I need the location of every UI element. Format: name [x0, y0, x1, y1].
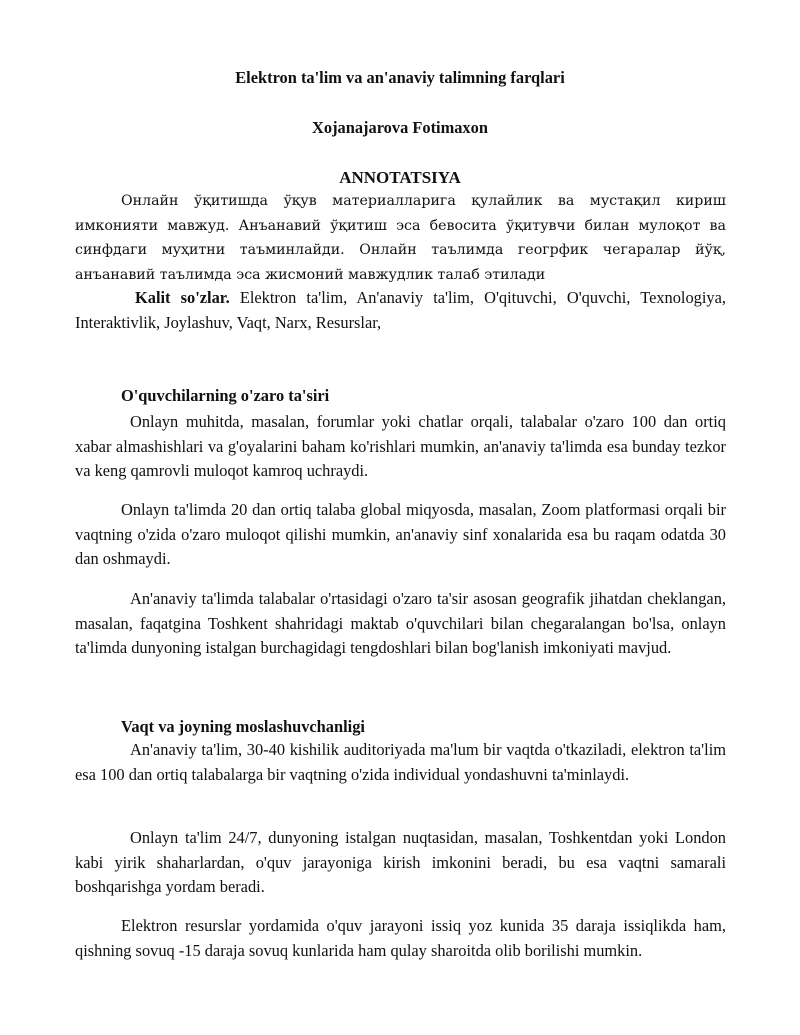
keywords-label: Kalit so'zlar.: [135, 288, 230, 307]
paragraph: Elektron resurslar yordamida o'quv jarayoni issiq yoz kunida 35 daraja issiqlikda ham, qishning sovuq -15 daraja sovuq kunlarida ham qulay sharoitda olib borilishi mumkin.: [75, 916, 726, 960]
annotation-heading: ANNOTATSIYA: [339, 168, 461, 187]
paragraph: Onlayn muhitda, masalan, forumlar yoki chatlar orqali, talabalar o'zaro 100 dan ortiq xabar almashishlari va g'oyalarini baham ko'rishlari mumkin, an'anaviy ta'limda esa bunday tezkor va keng qamrovli muloqot kamroq uchraydi.: [75, 412, 726, 480]
keywords: [75, 286, 726, 335]
keywords-text: Elektron ta'lim, An'anaviy ta'lim, O'qituvchi, O'quvchi, Texnologiya, Interaktivlik, Joylashuv, Vaqt, Narx, Resurslar,: [75, 288, 726, 332]
paragraph: Onlayn ta'limda 20 dan ortiq talaba global miqyosda, masalan, Zoom platformasi orqali bir vaqtning o'zida o'zaro muloqot qilishi mumkin, an'anaviy sinf xonalarida esa bu raqam odatda 30 dan oshmaydi.: [75, 500, 726, 568]
annotation-text: Онлайн ўқитишда ўқув материалларига қулайлик ва мустақил кириш имконияти мавжуд. Анъанавий ўқитиш эса бевосита ўқитувчи билан мулоқот ва синфдаги муҳитни таъминлайди. Онлайн таълимда геогрфик чегаралар йўқ, анъанавий таълимда эса жисмоний мавжудлик талаб этилади: [75, 193, 726, 283]
paragraph: An'anaviy ta'lim, 30-40 kishilik auditoriyada ma'lum bir vaqtda o'tkaziladi, elektron ta'lim esa 100 dan ortiq talabalarga bir vaqtning o'zida individual yondashuvni ta'minlaydi.: [75, 740, 726, 784]
paragraph: Onlayn ta'lim 24/7, dunyoning istalgan nuqtasidan, masalan, Toshkentdan yoki London kabi yirik shaharlardan, o'quv jarayoniga kirish imkonini beradi, bu esa vaqtni samarali boshqarishga yordam beradi.: [75, 828, 726, 896]
author-name: Xojanajarova Fotimaxon: [312, 118, 488, 137]
paragraph: An'anaviy ta'limda talabalar o'rtasidagi o'zaro ta'sir asosan geografik jihatdan cheklangan, masalan, faqatgina Toshkent shahridagi maktab o'quvchilari bilan chegaralangan bo'lsa, onlayn ta'limda dunyoning istalgan burchagidagi tengdoshlari bilan bog'lanish imkoniyati mavjud.: [75, 589, 726, 657]
section-heading: O'quvchilarning o'zaro ta'siri: [121, 386, 330, 405]
document-title: Elektron ta'lim va an'anaviy talimning farqlari: [235, 68, 565, 87]
section-heading: Vaqt va joyning moslashuvchanligi: [121, 717, 365, 736]
